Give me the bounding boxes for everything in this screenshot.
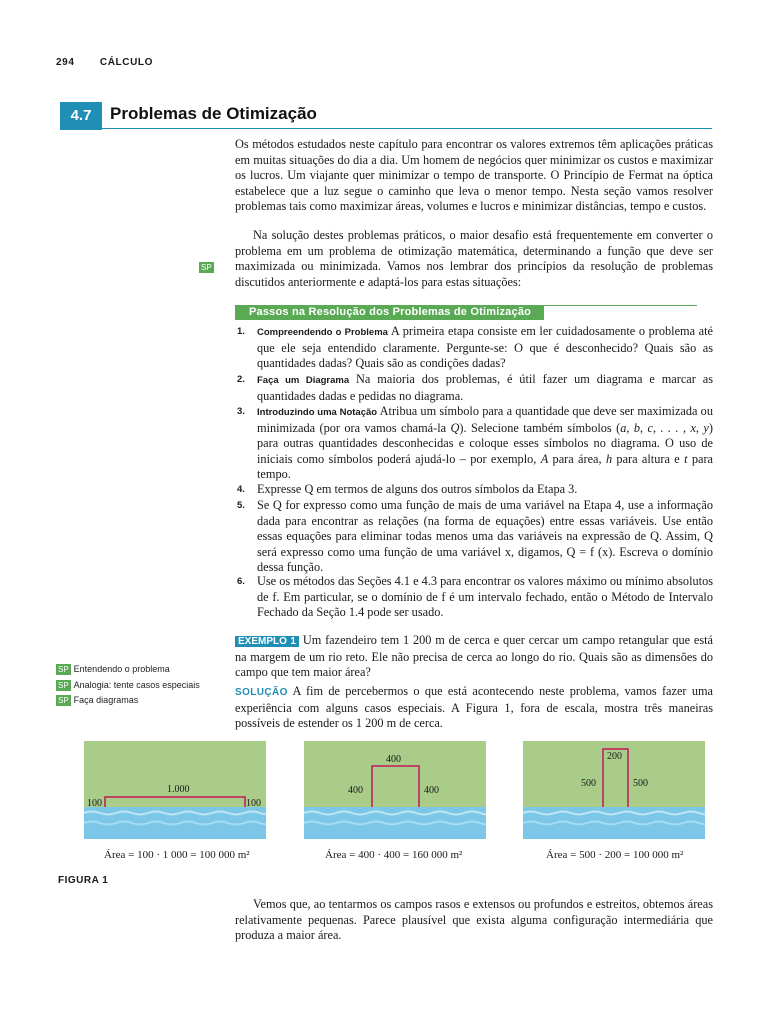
example-text: Um fazendeiro tem 1 200 m de cerca e quer cercar um campo retangular que está na margem de um rio reto. Ele não precisa de cerca ao longo do rio. Quais são as dimensões do campo que tem maior área?: [235, 633, 714, 679]
symbol-list: a, b, c, . . . , x, y: [620, 420, 709, 435]
fence-length-label: 400: [424, 785, 439, 796]
solution-text: A fim de percebermos o que está acontecendo neste problema, vamos fazer uma experiência com alguns casos especiais. A Figura 1, fora de escala, mostra três maneiras possíveis de estender os 1 200 m de cerca.: [235, 684, 713, 730]
step-5: [237, 498, 713, 576]
step-4: [237, 482, 713, 498]
sp-badge: SP: [58, 696, 69, 705]
sp-badge: SP: [58, 665, 69, 674]
fence-length-label: 400: [348, 785, 363, 796]
book-title: CÁLCULO: [99, 57, 153, 68]
sp-marker-intro: [199, 257, 214, 275]
intro-text-1: Os métodos estudados neste capítulo para encontrar os valores extremos têm aplicações práticas em muitas situações do dia a dia. Um homem de negócios quer minimizar os custos e maximizar os lucros. Um viajante quer minimizar o tempo de transporte. O Princípio de Fermat na óptica estabelece que a luz segue o caminho que leva o menor tempo. Nesta seção vamos resolver problemas tais como maximizar áreas, volumes e lucros e minimizar distâncias, tempo e custos.: [235, 137, 713, 213]
fence-length-label: 100: [246, 798, 261, 809]
step-3: [237, 404, 713, 483]
steps-bar-line: [544, 305, 697, 306]
conclusion-paragraph: [235, 897, 713, 944]
section-number: 4.7: [60, 102, 102, 130]
section-rule: [102, 128, 712, 129]
section-header: [60, 102, 712, 130]
step-text: para tempo.: [257, 451, 714, 481]
solution-tag: SOLUÇÃO: [235, 687, 288, 698]
step-6: [237, 574, 713, 621]
intro-text-2: Na solução destes problemas práticos, o maior desafio está frequentemente em converter o problema em um problema de otimização matemática, determinando a função que deve ser maximizada ou minimizada. Vamos nos lembrar dos princípios da resolução de problemas discutidos anteriormente e adaptá-los para estas situações:: [235, 228, 713, 289]
step-label: Faça um Diagrama: [257, 375, 350, 386]
figure-caption-1: Área = 100 · 1 000 = 100 000 m²: [104, 849, 250, 861]
step-number: 1.: [237, 326, 245, 337]
step-text: ) para outras quantidades desconhecidas e coloque esses símbolos no diagrama. O uso de iniciais como símbolos poderá ajudá-lo – por exemplo,: [257, 420, 713, 466]
figure-caption-3: Área = 500 · 200 = 100 000 m²: [546, 849, 684, 861]
symbol-h: h: [605, 451, 613, 466]
sp-badge: SP: [58, 681, 69, 690]
margin-note-3: [56, 695, 138, 706]
step-text: para área,: [548, 451, 606, 466]
step-text: Use os métodos das Seções 4.1 e 4.3 para encontrar os valores máximo ou mínimo absolutos de f. Em particular, se o domínio de f é um intervalo fechado, então o Método de Intervalo Fechado da Seção 1.4 pode ser usado.: [257, 574, 713, 619]
fence-length-label: 500: [633, 778, 648, 789]
steps-box-header: [235, 305, 697, 320]
symbol-t: t: [684, 451, 688, 466]
conclusion-text: Vemos que, ao tentarmos os campos rasos e extensos ou profundos e estreitos, obtemos áreas relativamente pequenas. Parece plausível que exista alguma configuração intermediária que produza a maior área.: [235, 897, 713, 942]
margin-note-text: Entendendo o problema: [73, 664, 170, 674]
margin-note-text: Analogia: tente casos especiais: [73, 680, 200, 690]
example-tag: EXEMPLO 1: [235, 636, 299, 647]
fence-length-label: 200: [607, 751, 622, 762]
fence-length-label: 400: [386, 754, 401, 765]
intro-paragraph-2: [235, 228, 713, 290]
step-number: 2.: [237, 374, 245, 385]
margin-note-2: [56, 680, 200, 691]
step-text: para altura e: [612, 451, 685, 466]
step-text: Na maioria dos problemas, é útil fazer um diagrama e marcar as quantidades dadas e pedidas no diagrama.: [257, 372, 713, 403]
step-text: A primeira etapa consiste em ler cuidadosamente o problema até que ele seja entendido claramente. Pergunte-se: O que é desconhecido? Quais são as quantidades dadas? Quais são as condições dadas?: [257, 324, 714, 370]
step-number: 3.: [237, 406, 245, 417]
fence-length-label: 500: [581, 778, 596, 789]
step-text: ). Selecione também símbolos (: [459, 420, 621, 435]
steps-box-title: Passos na Resolução dos Problemas de Otimização: [249, 306, 532, 318]
section-title: Problemas de Otimização: [110, 104, 317, 123]
intro-paragraph-1: [235, 137, 713, 215]
figure-title: FIGURA 1: [58, 875, 109, 886]
running-head: [56, 57, 153, 68]
step-label: Compreendendo o Problema: [257, 327, 388, 338]
figure-panel-1: [84, 741, 266, 839]
fence-length-label: 100: [87, 798, 102, 809]
fence-length-label: 1.000: [167, 784, 190, 795]
step-2: [237, 372, 713, 404]
figure-panel-2: [304, 741, 486, 839]
figure-caption-2: Área = 400 · 400 = 160 000 m²: [325, 849, 463, 861]
step-text: Atribua um símbolo para a quantidade que deve ser maximizada ou minimizada (por ora vamos chamá-la: [257, 404, 713, 435]
solution: [235, 684, 713, 732]
step-number: 4.: [237, 484, 245, 495]
margin-note-1: [56, 664, 170, 675]
figure-panel-3: [523, 741, 705, 839]
step-label: Introduzindo uma Notação: [257, 407, 378, 418]
step-number: 5.: [237, 500, 245, 511]
symbol-a: A: [540, 451, 549, 466]
page-number: 294: [56, 57, 75, 68]
step-number: 6.: [237, 576, 245, 587]
example-1: [235, 633, 713, 681]
sp-badge: SP: [201, 263, 212, 272]
step-1: [237, 324, 713, 372]
step-text: Expresse Q em termos de alguns dos outros símbolos da Etapa 3.: [257, 482, 578, 496]
symbol-q: Q: [450, 420, 460, 435]
step-text: Se Q for expresso como uma função de mais de uma variável na Etapa 4, use a informação dada para encontrar as relações (na forma de equações) entre essas variáveis. Use então essas equações para eliminar todas menos uma das variáveis na expressão de Q. Assim, Q será expresso como uma função de uma variável x, digamos, Q = f (x). Escreva o domínio dessa função.: [257, 498, 713, 574]
margin-note-text: Faça diagramas: [73, 695, 139, 705]
